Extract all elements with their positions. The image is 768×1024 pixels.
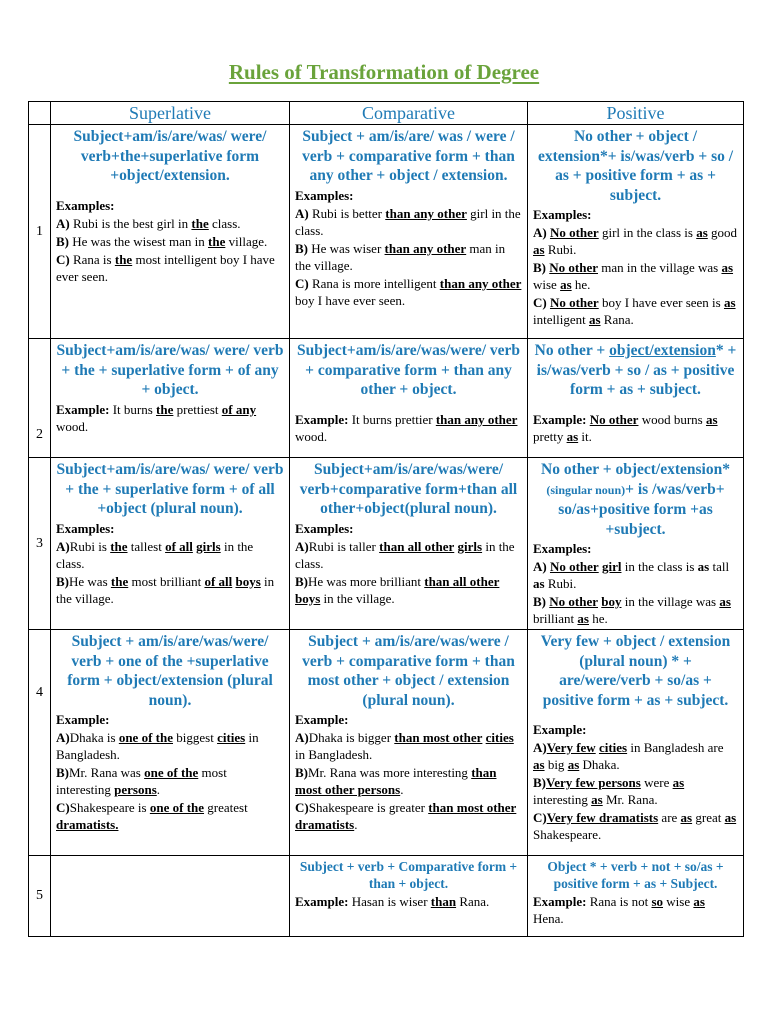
keyword: Very few dramatists	[546, 810, 659, 825]
example-text: boy I have ever seen is	[598, 295, 724, 310]
keyword: No other	[549, 594, 598, 609]
example-text: Mr. Rana was more interesting	[308, 765, 472, 780]
keyword: than any other	[439, 275, 522, 291]
example-label: Example:	[56, 401, 113, 417]
keyword: as	[591, 792, 603, 807]
row-number: 2	[29, 339, 51, 458]
superlative-cell	[51, 125, 290, 339]
example-text: Hena.	[533, 911, 564, 926]
keyword: dramatists.	[56, 817, 119, 832]
row-number: 1	[29, 125, 51, 339]
example-text: village.	[225, 233, 268, 249]
example-line	[295, 411, 522, 445]
example-text: Dhaka.	[579, 757, 620, 772]
example-line	[56, 729, 284, 763]
example-text: Mr. Rana.	[602, 792, 658, 807]
example-label: C)	[533, 810, 547, 825]
example-text: He was wiser	[311, 240, 385, 256]
example-text: Rana.	[456, 894, 490, 909]
superlative-cell	[51, 339, 290, 458]
example-line	[533, 593, 738, 627]
example-label: A)	[295, 205, 312, 221]
example-text: Shakespeare is	[69, 800, 150, 815]
example-text: tallest	[127, 538, 166, 554]
keyword: as	[724, 810, 737, 825]
example-text: Rubi is the best girl in	[72, 215, 192, 231]
keyword: persons	[114, 782, 157, 797]
example-label: B)	[56, 765, 69, 780]
example-text: most interesting	[56, 765, 227, 797]
example-line	[56, 764, 284, 798]
example-text: It burns	[112, 401, 157, 417]
example-label: C)	[56, 800, 70, 815]
example-line	[533, 739, 738, 773]
formula: Object * + verb + not + so/as + positive form + as + Subject.	[547, 859, 724, 891]
keyword: as	[560, 277, 572, 292]
formula: Subject + verb + Comparative form + than + object.	[299, 859, 518, 891]
example-label: C)	[533, 295, 550, 310]
keyword: as	[696, 225, 708, 240]
keyword: girls	[196, 538, 221, 554]
formula: Subject+am/is/are/was/ were/ verb + the + superlative form + of any + object.	[56, 342, 284, 398]
example-line	[533, 411, 738, 445]
keyword: cities	[598, 740, 628, 755]
keyword: boys	[295, 590, 321, 606]
example-text: He was more brilliant	[308, 573, 425, 589]
keyword: girl	[601, 559, 622, 574]
keyword: than all other	[379, 538, 455, 554]
example-label: A)	[533, 740, 547, 755]
example-line	[295, 538, 522, 572]
example-text: Dhaka is	[69, 730, 119, 745]
example-text: Mr. Rana was	[69, 765, 145, 780]
positive-cell	[528, 630, 744, 856]
example-line	[295, 729, 522, 763]
example-text: in Bangladesh are	[627, 740, 724, 755]
examples-heading: Example:	[56, 712, 110, 727]
example-label: B)	[295, 573, 308, 589]
example-text: wood.	[56, 418, 89, 434]
example-text: girl in the class.	[295, 205, 521, 238]
degree-rules-table	[28, 101, 744, 937]
example-line	[56, 215, 284, 232]
keyword: as	[672, 775, 685, 790]
positive-cell	[528, 125, 744, 339]
example-text: wood.	[295, 428, 328, 444]
example-text: tall	[709, 559, 730, 574]
example-text: .	[400, 782, 404, 797]
keyword: as	[533, 757, 545, 772]
example-text: most brilliant	[128, 573, 205, 589]
formula: Subject + am/is/are/was/were/ verb + one of the +superlative form + object/extension (plural noun).	[67, 633, 273, 709]
example-text: wise	[663, 894, 694, 909]
example-label: Example:	[533, 894, 590, 909]
example-text: intelligent	[533, 312, 589, 327]
example-label: B)	[56, 233, 73, 249]
keyword: No other	[549, 260, 598, 275]
example-text: great	[692, 810, 725, 825]
comparative-cell	[290, 458, 528, 630]
example-line	[533, 259, 738, 293]
example-text: man in the village was	[598, 260, 722, 275]
example-line	[56, 799, 284, 833]
example-line	[533, 294, 738, 328]
keyword: No other	[549, 559, 599, 574]
formula: No other + object/extension* + is/was/verb + so / as + positive form + as + subject.	[534, 342, 737, 398]
example-text: in the class.	[295, 538, 515, 571]
example-text: most intelligent boy I have ever seen.	[56, 251, 275, 284]
example-line	[56, 251, 284, 285]
keyword: as	[723, 295, 736, 310]
example-text: Dhaka is bigger	[308, 730, 395, 745]
formula: Subject+am/is/are/was/were/ verb+comparative form+than all other+object(plural noun).	[299, 461, 518, 517]
example-label: B)	[533, 260, 550, 275]
keyword: as	[567, 757, 580, 772]
examples-heading: Examples:	[56, 520, 115, 536]
example-line	[56, 233, 284, 250]
example-text: man in the village.	[295, 240, 506, 273]
header-blank	[29, 102, 51, 125]
example-line	[56, 538, 284, 572]
example-text: in Bangladesh.	[295, 747, 373, 762]
example-text: wise	[533, 277, 561, 292]
example-label: A)	[533, 225, 550, 240]
keyword: than all other	[424, 573, 500, 589]
example-line	[56, 573, 284, 607]
example-line	[295, 240, 522, 274]
example-text: Shakespeare is greater	[308, 800, 429, 815]
example-text: Shakespeare.	[533, 827, 602, 842]
positive-cell	[528, 856, 744, 937]
row-number: 3	[29, 458, 51, 630]
example-label: A)	[533, 559, 550, 574]
keyword: No other	[549, 295, 599, 310]
example-text: Rana.	[600, 312, 634, 327]
comparative-cell	[290, 856, 528, 937]
keyword: of all	[165, 538, 193, 554]
comparative-cell	[290, 125, 528, 339]
keyword: as	[721, 260, 734, 275]
keyword: the	[191, 215, 209, 231]
keyword: as	[533, 242, 545, 257]
example-line	[295, 764, 522, 798]
examples-heading: Examples:	[295, 520, 354, 536]
keyword: one of the	[149, 800, 205, 815]
keyword: than any other	[385, 205, 467, 221]
example-text: in the class is	[621, 559, 698, 574]
example-line	[295, 275, 522, 309]
keyword: as	[680, 810, 693, 825]
example-label: B)	[533, 775, 546, 790]
header-superlative: Superlative	[51, 102, 290, 125]
formula: Subject + am/is/are/ was / were / verb + comparative form + than any other + object / extension.	[302, 128, 515, 184]
keyword: than any other	[384, 240, 467, 256]
row-number: 4	[29, 630, 51, 856]
example-label: Example:	[295, 894, 352, 909]
example-text: .	[354, 817, 358, 832]
example-text: Hasan is wiser	[351, 894, 431, 909]
example-text: he.	[571, 277, 591, 292]
keyword: of all	[204, 573, 233, 589]
example-text: Rana is	[72, 251, 115, 267]
examples-heading: Examples:	[56, 197, 115, 213]
example-text: are	[658, 810, 681, 825]
keyword: boy	[601, 594, 622, 609]
examples	[56, 197, 284, 214]
example-text: big	[544, 757, 568, 772]
example-text: He was	[69, 573, 111, 589]
example-text: Rana is not	[589, 894, 652, 909]
superlative-cell	[51, 856, 290, 937]
keyword: than most other dramatists	[295, 800, 517, 832]
example-line	[295, 893, 522, 910]
formula: No other + object/extension* (singular noun)+ is /was/verb+ so/as+positive form +as +subject.	[541, 461, 730, 538]
example-label: B)	[295, 240, 312, 256]
header-comparative: Comparative	[290, 102, 528, 125]
formula: Subject+am/is/are/was/ were/ verb+the+superlative form +object/extension.	[73, 128, 267, 184]
example-line	[56, 401, 284, 435]
keyword: the	[110, 573, 129, 589]
keyword: than any other	[435, 411, 518, 427]
keyword: as	[588, 312, 601, 327]
examples-heading: Examples:	[533, 207, 592, 222]
example-text: pretty	[533, 428, 567, 444]
example-label: A)	[295, 538, 309, 554]
example-line	[533, 809, 738, 843]
table-row	[29, 125, 744, 339]
keyword: the	[114, 251, 133, 267]
example-text: girl in the class is	[598, 225, 697, 240]
example-line	[533, 558, 738, 592]
example-text: in Bangladesh.	[56, 730, 259, 762]
row-number: 5	[29, 856, 51, 937]
example-label: A)	[295, 730, 309, 745]
superlative-cell	[51, 458, 290, 630]
keyword: Very few persons	[546, 775, 641, 790]
example-text: greatest	[204, 800, 248, 815]
example-text: it.	[578, 428, 592, 444]
example-line	[295, 205, 522, 239]
example-text: Rubi.	[544, 242, 577, 257]
example-text: brilliant	[533, 611, 578, 626]
example-label: C)	[295, 275, 312, 291]
example-label: A)	[56, 538, 70, 554]
formula: Subject+am/is/are/was/were/ verb + comparative form + than any other + object.	[296, 342, 521, 398]
formula: Subject+am/is/are/was/ were/ verb + the + superlative form + of all +object (plural noun).	[56, 461, 284, 517]
example-line	[533, 774, 738, 808]
example-text: he.	[588, 611, 608, 626]
keyword: one of the	[118, 730, 173, 745]
example-label: C)	[295, 800, 309, 815]
formula: Subject + am/is/are/was/were / verb + comparative form + than most other + object / extension (plural noun).	[302, 633, 515, 709]
positive-cell	[528, 339, 744, 458]
keyword: than most other	[394, 730, 483, 745]
example-text: Rana is more intelligent	[311, 275, 440, 291]
examples-heading: Examples:	[533, 541, 592, 556]
keyword: No other	[549, 225, 599, 240]
example-text: in the village was	[621, 594, 720, 609]
example-text: biggest	[173, 730, 218, 745]
keyword: as	[566, 428, 579, 444]
header-row	[29, 102, 744, 125]
keyword: as	[719, 594, 731, 609]
example-text: in the village.	[320, 590, 395, 606]
examples-heading: Example:	[295, 712, 349, 727]
example-label: B)	[295, 765, 308, 780]
keyword: as	[693, 894, 705, 909]
example-text: .	[156, 782, 161, 797]
example-text: He was the wisest man in	[72, 233, 209, 249]
example-text: good	[707, 225, 738, 240]
examples-heading: Example:	[533, 722, 587, 737]
example-text: Rubi.	[544, 576, 577, 591]
example-text: boy I have ever seen.	[295, 292, 406, 308]
example-text: Rubi is	[69, 538, 111, 554]
example-label: B)	[533, 594, 550, 609]
keyword: so	[651, 894, 664, 909]
keyword: than	[430, 894, 457, 909]
example-label: Example:	[533, 411, 590, 427]
keyword: cities	[217, 730, 246, 745]
page-title: Rules of Transformation of Degree	[228, 60, 540, 84]
keyword: the	[110, 538, 128, 554]
example-text: interesting	[533, 792, 592, 807]
keyword: as	[705, 411, 718, 427]
keyword: Very few	[546, 740, 596, 755]
comparative-cell	[290, 630, 528, 856]
header-positive: Positive	[528, 102, 744, 125]
example-label: C)	[56, 251, 73, 267]
keyword: boys	[235, 573, 261, 589]
table-row	[29, 856, 744, 937]
table-row	[29, 630, 744, 856]
keyword: the	[208, 233, 226, 249]
keyword: No other	[589, 411, 639, 427]
example-text: in the class.	[56, 538, 254, 571]
example-line	[295, 799, 522, 833]
example-label: B)	[56, 573, 69, 589]
keyword: than most other persons	[295, 765, 497, 797]
table-row	[29, 458, 744, 630]
positive-cell	[528, 458, 744, 630]
example-line	[295, 573, 522, 607]
example-label: as	[697, 559, 710, 574]
example-line	[533, 893, 738, 927]
superlative-cell	[51, 630, 290, 856]
example-text: class.	[208, 215, 241, 231]
keyword: girls	[457, 538, 483, 554]
keyword: cities	[485, 730, 514, 745]
keyword: as	[577, 611, 589, 626]
example-label: Example:	[295, 411, 352, 427]
example-text: wood burns	[638, 411, 706, 427]
example-text: in the village.	[56, 573, 275, 606]
table-row	[29, 339, 744, 458]
example-text: prettiest	[173, 401, 222, 417]
formula: No other + object / extension*+ is/was/verb + so / as + positive form + as + subject.	[537, 128, 734, 204]
keyword: one of the	[144, 765, 199, 780]
comparative-cell	[290, 339, 528, 458]
example-text: It burns prettier	[351, 411, 436, 427]
example-label: A)	[56, 215, 73, 231]
example-text: were	[640, 775, 673, 790]
example-text: Rubi is better	[311, 205, 386, 221]
examples-heading: Examples:	[295, 187, 354, 203]
example-label: as	[533, 576, 545, 591]
keyword: the	[156, 401, 174, 417]
example-label: A)	[56, 730, 70, 745]
example-line	[533, 224, 738, 258]
formula: Very few + object / extension (plural noun) * + are/were/verb + so/as + positive form + as + subject.	[540, 633, 731, 709]
example-text: Rubi is taller	[308, 538, 380, 554]
keyword: of any	[221, 401, 257, 417]
